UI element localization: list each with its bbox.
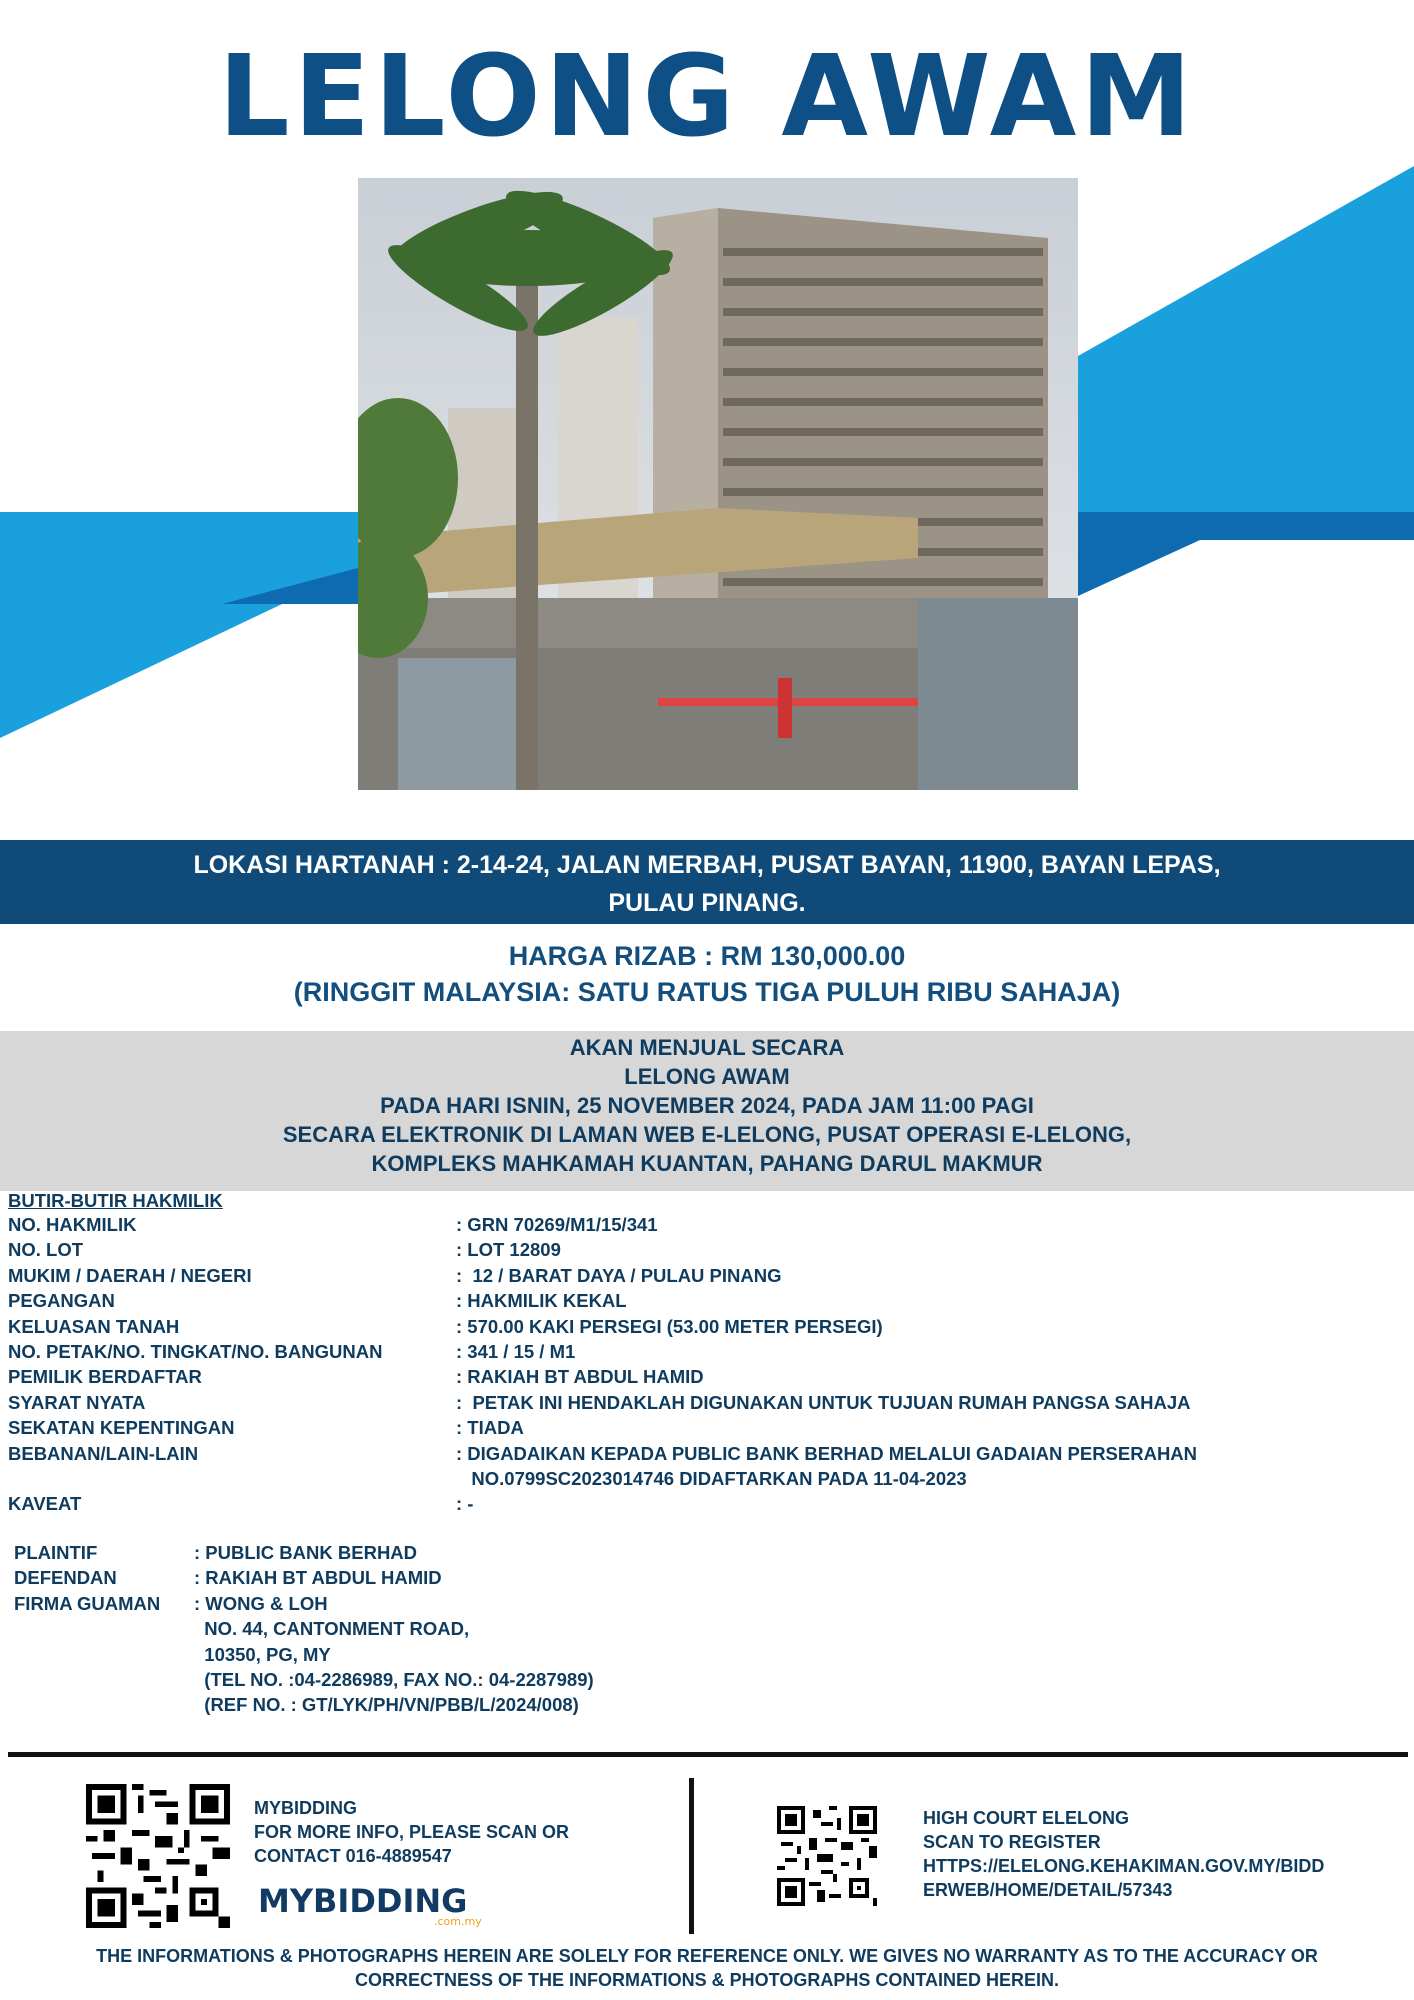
detail-row: [8, 1212, 1408, 1237]
harga-line1: HARGA RIZAB : RM 130,000.00: [508, 941, 906, 971]
highcourt-name: HIGH COURT ELELONG: [923, 1808, 1129, 1828]
firma-tel-fax: (TEL NO. :04-2286989, FAX NO.: 04-2287989): [194, 1669, 594, 1691]
detail-value: : RAKIAH BT ABDUL HAMID: [456, 1366, 704, 1388]
detail-key: NO. PETAK/NO. TINGKAT/NO. BANGUNAN: [8, 1341, 383, 1363]
firma-ref: (REF NO. : GT/LYK/PH/VN/PBB/L/2024/008): [194, 1694, 579, 1716]
detail-key: [8, 1466, 456, 1491]
detail-key: SYARAT NYATA: [8, 1391, 146, 1413]
footer-divider: [8, 1752, 1408, 1757]
firma-label: FIRMA GUAMAN: [14, 1592, 161, 1614]
highcourt-url-line2[interactable]: ERWEB/HOME/DETAIL/57343: [923, 1880, 1173, 1900]
highcourt-url-line1[interactable]: HTTPS://ELELONG.KEHAKIMAN.GOV.MY/BIDD: [923, 1856, 1325, 1876]
jual-line1: AKAN MENJUAL SECARA: [569, 1035, 845, 1060]
mybidding-logo[interactable]: [258, 1878, 498, 1928]
detail-key: SEKATAN KEPENTINGAN: [8, 1417, 235, 1439]
detail-value: : DIGADAIKAN KEPADA PUBLIC BANK BERHAD MELALUI GADAIAN PERSERAHAN: [456, 1442, 1198, 1464]
detail-key: PEGANGAN: [8, 1290, 115, 1312]
detail-row: [8, 1466, 1408, 1491]
firma-address-row: [14, 1616, 594, 1641]
detail-row: [8, 1491, 1408, 1516]
firma-address-1: NO. 44, CANTONMENT ROAD,: [194, 1618, 470, 1640]
detail-value: NO.0799SC2023014746 DIDAFTARKAN PADA 11-04-2023: [456, 1468, 967, 1490]
firma-address-row: [14, 1642, 594, 1667]
mybidding-name: MYBIDDING: [254, 1798, 357, 1818]
lokasi-line1: LOKASI HARTANAH : 2-14-24, JALAN MERBAH, PUSAT BAYAN, 11900, BAYAN LEPAS,: [193, 851, 1221, 879]
plaintif-value: : PUBLIC BANK BERHAD: [194, 1542, 418, 1563]
disclaimer: [0, 1944, 1414, 1992]
detail-row: [8, 1441, 1408, 1466]
detail-value: : 570.00 KAKI PERSEGI (53.00 METER PERSEGI): [456, 1315, 883, 1337]
detail-key: KAVEAT: [8, 1493, 82, 1515]
jual-line5: KOMPLEKS MAHKAMAH KUANTAN, PAHANG DARUL MAKMUR: [371, 1151, 1043, 1176]
jual-line4: SECARA ELEKTRONIK DI LAMAN WEB E-LELONG, PUSAT OPERASI E-LELONG,: [282, 1122, 1132, 1147]
mybidding-qr-code-icon[interactable]: [86, 1784, 230, 1928]
footer-vertical-divider: [689, 1778, 694, 1934]
lokasi-line2: PULAU PINANG.: [608, 889, 806, 917]
detail-row: [8, 1314, 1408, 1339]
detail-value: : -: [456, 1493, 474, 1515]
harga-rizab: [0, 938, 1414, 1010]
detail-row: [8, 1237, 1408, 1262]
defendan-value: : RAKIAH BT ABDUL HAMID: [194, 1567, 442, 1589]
detail-row: [8, 1390, 1408, 1415]
detail-key: MUKIM / DAERAH / NEGERI: [8, 1264, 252, 1286]
mybidding-info: [254, 1796, 569, 1868]
page-title: LELONG AWAM: [218, 32, 1196, 162]
detail-value: : 341 / 15 / M1: [456, 1341, 576, 1363]
detail-value: : HAKMILIK KEKAL: [456, 1290, 627, 1312]
highcourt-info: [923, 1806, 1324, 1902]
detail-value: : 12 / BARAT DAYA / PULAU PINANG: [456, 1264, 782, 1286]
firma-value: : WONG & LOH: [194, 1592, 328, 1614]
highcourt-scan-label: SCAN TO REGISTER: [923, 1832, 1101, 1852]
details-heading: BUTIR-BUTIR HAKMILIK: [8, 1190, 223, 1211]
defendan-row: [14, 1565, 594, 1590]
jual-line2: LELONG AWAM: [624, 1064, 790, 1089]
jual-line3: PADA HARI ISNIN, 25 NOVEMBER 2024, PADA JAM 11:00 PAGI: [380, 1093, 1034, 1118]
detail-row: [8, 1288, 1408, 1313]
plaintif-label: PLAINTIF: [14, 1542, 98, 1563]
detail-value: : GRN 70269/M1/15/341: [456, 1214, 658, 1235]
property-photo: [358, 178, 1078, 790]
firma-address-row: [14, 1692, 594, 1717]
detail-value: : TIADA: [456, 1417, 524, 1439]
detail-key: NO. LOT: [8, 1239, 84, 1261]
firma-address-2: 10350, PG, MY: [194, 1643, 331, 1665]
detail-key: NO. HAKMILIK: [8, 1214, 137, 1235]
detail-key: PEMILIK BERDAFTAR: [8, 1366, 202, 1388]
detail-row: [8, 1415, 1408, 1440]
detail-key: BEBANAN/LAIN-LAIN: [8, 1442, 199, 1464]
parties-block: [14, 1540, 594, 1718]
mybidding-info-line: FOR MORE INFO, PLEASE SCAN OR: [254, 1822, 570, 1842]
defendan-label: DEFENDAN: [14, 1567, 117, 1589]
firma-row: [14, 1591, 594, 1616]
detail-key: KELUASAN TANAH: [8, 1315, 180, 1337]
logo-text: MYBIDDING: [258, 1882, 468, 1920]
title-details: [8, 1190, 1408, 1517]
plaintif-row: [14, 1540, 594, 1565]
highcourt-qr-code-icon[interactable]: [777, 1806, 877, 1906]
firma-address-row: [14, 1667, 594, 1692]
detail-value: : PETAK INI HENDAKLAH DIGUNAKAN UNTUK TUJUAN RUMAH PANGSA SAHAJA: [456, 1391, 1191, 1413]
logo-sub-text: .com.my: [434, 1915, 482, 1928]
mybidding-contact[interactable]: CONTACT 016-4889547: [254, 1846, 452, 1866]
lokasi-band: [0, 840, 1414, 924]
harga-line2: (RINGGIT MALAYSIA: SATU RATUS TIGA PULUH RIBU SAHAJA): [293, 977, 1121, 1007]
disclaimer-line1: THE INFORMATIONS & PHOTOGRAPHS HEREIN ARE SOLELY FOR REFERENCE ONLY. WE GIVES NO WARRANTY AS TO THE ACCURACY OR: [96, 1946, 1318, 1966]
detail-row: [8, 1263, 1408, 1288]
disclaimer-line2: CORRECTNESS OF THE INFORMATIONS & PHOTOGRAPHS CONTAINED HEREIN.: [354, 1970, 1060, 1990]
auction-info-band: [0, 1031, 1414, 1191]
detail-row: [8, 1339, 1408, 1364]
detail-value: : LOT 12809: [456, 1239, 561, 1261]
detail-row: [8, 1364, 1408, 1389]
